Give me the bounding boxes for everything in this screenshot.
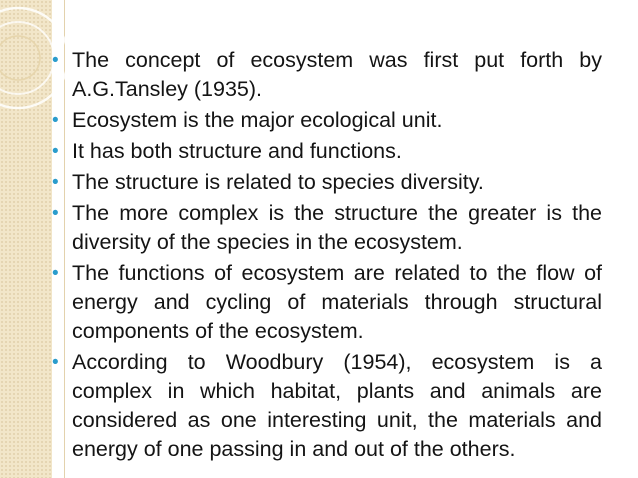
- bullet-dot-icon: •: [52, 203, 59, 224]
- bullet-text: According to Woodbury (1954), ecosystem is a complex in which habitat, plants and animals are considered as one interesting unit, the materials and energy of one passing in and out of the others.: [72, 350, 602, 461]
- bullet-item: [50, 168, 602, 197]
- bullet-list: [50, 46, 602, 464]
- bullet-text: The more complex is the structure the greater is the diversity of the species in the ecosystem.: [72, 201, 602, 254]
- bullet-text: The concept of ecosystem was first put forth by A.G.Tansley (1935).: [72, 48, 602, 101]
- bullet-text: The structure is related to species diversity.: [72, 170, 484, 194]
- bullet-dot-icon: •: [52, 110, 59, 131]
- bullet-dot-icon: •: [52, 172, 59, 193]
- bullet-dot-icon: •: [52, 50, 59, 71]
- bullet-text: Ecosystem is the major ecological unit.: [72, 108, 443, 132]
- bullet-text: The functions of ecosystem are related to the flow of energy and cycling of materials through structural components of the ecosystem.: [72, 261, 602, 343]
- bullet-dot-icon: •: [52, 352, 59, 373]
- bullet-item: [50, 46, 602, 104]
- bullet-dot-icon: •: [52, 141, 59, 162]
- bullet-item: [50, 348, 602, 464]
- bullet-item: [50, 137, 602, 166]
- bullet-dot-icon: •: [52, 263, 59, 284]
- bullet-item: [50, 259, 602, 346]
- bullet-item: [50, 199, 602, 257]
- bullet-text: It has both structure and functions.: [72, 139, 402, 163]
- bullet-item: [50, 106, 602, 135]
